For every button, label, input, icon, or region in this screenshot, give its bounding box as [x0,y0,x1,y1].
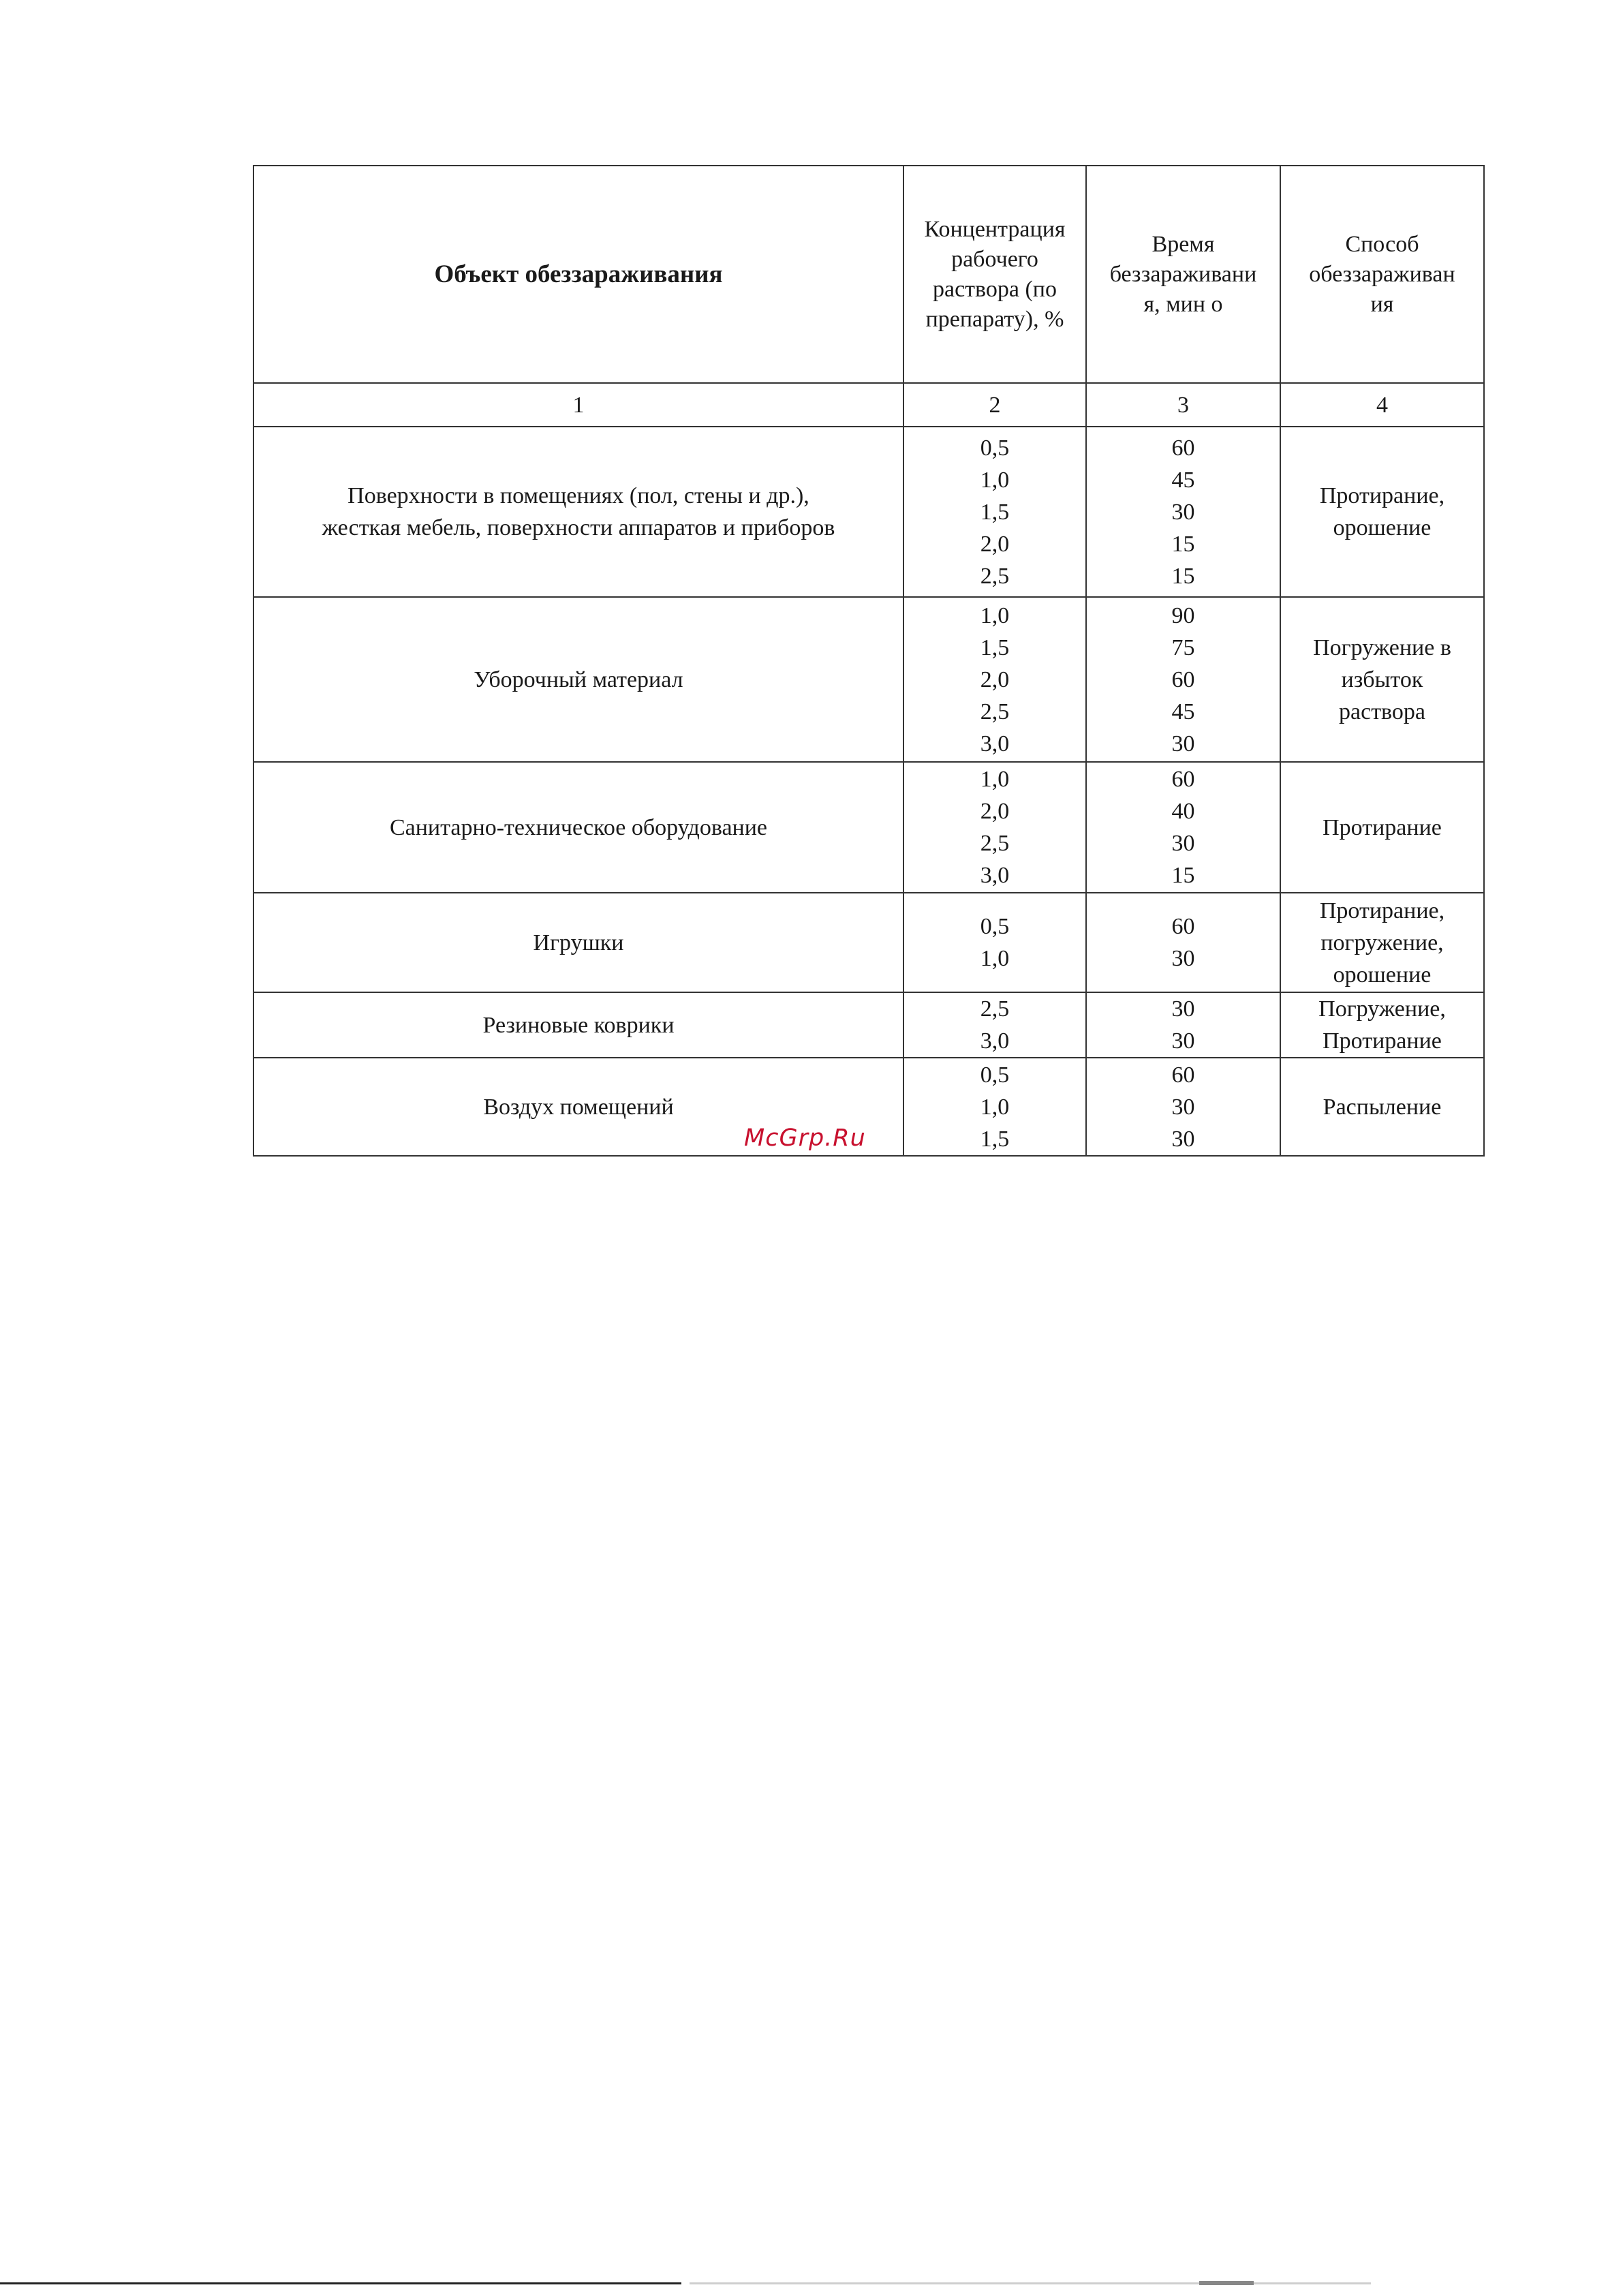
cell-line: Протирание, [1319,483,1445,508]
cell-lines [1281,1091,1483,1123]
cell-line: 90 [1171,602,1195,628]
cell-line: 60 [1171,667,1195,692]
cell-line: 15 [1171,863,1195,888]
cell-line: 2,0 [980,799,1010,824]
cell-line: 75 [1171,634,1195,660]
page-divider [690,2282,1371,2284]
cell-line: раствора (по [933,276,1057,302]
page-divider [0,2282,681,2284]
cell-line: беззараживани [1109,261,1257,287]
column-number: 4 [1280,383,1484,427]
cell-line: 1,5 [980,499,1010,525]
concentration-cell [903,597,1086,762]
cell-line: Погружение, [1318,996,1446,1022]
column-number: 1 [253,383,903,427]
cell-line: 30 [1171,946,1195,971]
method-cell [1280,893,1484,992]
cell-line: 2,5 [980,831,1010,856]
method-cell [1280,1058,1484,1156]
table-row [253,427,1484,597]
cell-line: 45 [1171,699,1195,724]
cell-lines [1281,632,1483,728]
concentration-cell [903,992,1086,1058]
cell-lines [904,910,1085,975]
cell-line: орошение [1333,515,1432,540]
object-cell: Резиновые коврики [253,992,903,1058]
header-object: Объект обеззараживания [253,166,903,383]
cell-line: 1,0 [980,467,1010,493]
time-cell [1086,427,1280,597]
cell-line: 1,5 [980,1126,1010,1152]
cell-lines [904,993,1085,1057]
cell-line: я, мин о [1143,291,1223,317]
method-cell [1280,427,1484,597]
column-number: 2 [903,383,1086,427]
cell-line: обеззараживан [1309,261,1455,287]
cell-line: 60 [1171,767,1195,792]
cell-line: 0,5 [980,1062,1010,1088]
cell-line: 60 [1171,1062,1195,1088]
table-row [253,762,1484,893]
cell-line: 3,0 [980,863,1010,888]
cell-line: орошение [1333,962,1432,988]
cell-lines [904,215,1085,335]
cell-line: 30 [1171,1028,1195,1054]
cell-line: 1,5 [980,634,1010,660]
cell-line: Погружение в [1313,634,1451,660]
time-cell [1086,1058,1280,1156]
object-cell: Санитарно-техническое оборудование [253,762,903,893]
method-cell [1280,597,1484,762]
object-cell: Уборочный материал [253,597,903,762]
header-method [1280,166,1484,383]
time-cell [1086,762,1280,893]
object-line: жесткая мебель, поверхности аппаратов и приборов [322,515,835,540]
cell-lines [1281,895,1483,991]
cell-line: раствора [1339,699,1425,724]
disinfection-table [253,165,1485,1157]
cell-lines [1087,993,1280,1057]
cell-lines [1087,230,1280,320]
cell-line: 2,0 [980,667,1010,692]
watermark: McGrp.Ru [744,1124,866,1152]
cell-line: Протирание, [1319,898,1445,923]
concentration-cell [903,893,1086,992]
object-cell: Воздух помещений [253,1058,903,1156]
table-row [253,597,1484,762]
cell-lines [904,600,1085,760]
cell-lines [904,763,1085,891]
time-cell [1086,992,1280,1058]
cell-line: 15 [1171,531,1195,557]
table-row [253,992,1484,1058]
cell-lines [1087,600,1280,760]
cell-line: 30 [1171,831,1195,856]
cell-line: Протирание [1323,1028,1442,1054]
header-concentration [903,166,1086,383]
cell-line: 3,0 [980,1028,1010,1054]
cell-line: ия [1370,291,1394,317]
cell-line: избыток [1341,667,1423,692]
cell-line: 40 [1171,799,1195,824]
table-row [253,1058,1484,1156]
cell-line: 30 [1171,996,1195,1022]
cell-line: 2,5 [980,699,1010,724]
cell-line: 30 [1171,499,1195,525]
cell-lines [1281,480,1483,544]
cell-lines [1281,993,1483,1057]
object-cell [253,427,903,597]
cell-lines [904,432,1085,592]
object-line: Поверхности в помещениях (пол, стены и др.), [347,483,809,508]
cell-line: рабочего [951,246,1038,272]
cell-line: 0,5 [980,914,1010,939]
page-divider [1199,2281,1254,2285]
cell-line: 2,5 [980,996,1010,1022]
concentration-cell [903,1058,1086,1156]
cell-line: 1,0 [980,767,1010,792]
cell-lines [1087,910,1280,975]
object-cell: Игрушки [253,893,903,992]
cell-line: 30 [1171,1126,1195,1152]
header-row [253,166,1484,383]
cell-lines [1281,812,1483,844]
cell-line: Распыление [1323,1094,1442,1120]
cell-line: погружение, [1320,930,1444,955]
cell-line: Способ [1345,231,1419,257]
cell-line: 0,5 [980,435,1010,461]
time-cell [1086,893,1280,992]
cell-lines [1087,432,1280,592]
concentration-cell [903,427,1086,597]
concentration-cell [903,762,1086,893]
method-cell [1280,762,1484,893]
cell-line: Время [1151,231,1215,257]
cell-line: 3,0 [980,731,1010,756]
cell-line: 2,0 [980,531,1010,557]
cell-line: 2,5 [980,563,1010,589]
cell-line: 1,0 [980,602,1010,628]
cell-line: 45 [1171,467,1195,493]
cell-lines [1281,230,1483,320]
cell-line: 1,0 [980,946,1010,971]
cell-lines [904,1059,1085,1155]
cell-line: Протирание [1323,814,1442,840]
cell-line: 60 [1171,914,1195,939]
cell-line: 30 [1171,731,1195,756]
table-row [253,893,1484,992]
time-cell [1086,597,1280,762]
cell-line: препарату), % [925,306,1064,332]
cell-lines [1087,1059,1280,1155]
cell-line: 60 [1171,435,1195,461]
cell-line: 30 [1171,1094,1195,1120]
header-time [1086,166,1280,383]
cell-line: 1,0 [980,1094,1010,1120]
cell-line: 15 [1171,563,1195,589]
cell-line: Концентрация [924,216,1066,242]
column-number-row [253,383,1484,427]
method-cell [1280,992,1484,1058]
column-number: 3 [1086,383,1280,427]
cell-lines [1087,763,1280,891]
